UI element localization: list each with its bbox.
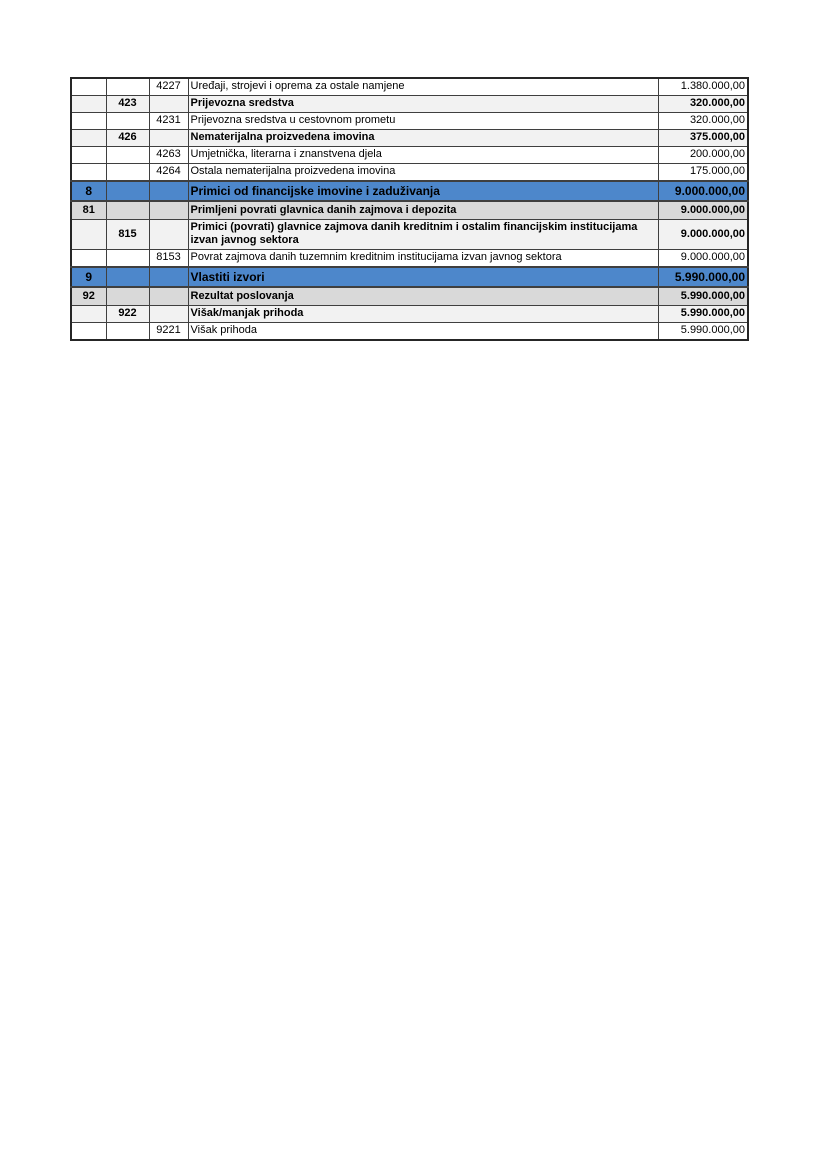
cell-amount: 5.990.000,00 <box>658 322 748 340</box>
cell-amount: 375.000,00 <box>658 130 748 147</box>
cell-amount: 320.000,00 <box>658 113 748 130</box>
cell-code-col2 <box>106 78 149 96</box>
cell-code-col3: 9221 <box>149 322 188 340</box>
cell-code-col3: 8153 <box>149 249 188 267</box>
table-row <box>71 287 748 306</box>
budget-table-container <box>70 77 749 341</box>
cell-code-col1 <box>71 78 106 96</box>
cell-code-col1 <box>71 113 106 130</box>
cell-code-col3: 4227 <box>149 78 188 96</box>
cell-code-col2 <box>106 181 149 201</box>
cell-code-col1 <box>71 96 106 113</box>
cell-code-col2 <box>106 147 149 164</box>
cell-code-col3 <box>149 220 188 250</box>
cell-code-col3 <box>149 201 188 220</box>
table-row <box>71 164 748 182</box>
cell-code-col1: 9 <box>71 267 106 287</box>
cell-code-col1 <box>71 164 106 182</box>
table-row <box>71 322 748 340</box>
cell-code-col2: 423 <box>106 96 149 113</box>
table-row <box>71 249 748 267</box>
cell-description: Višak/manjak prihoda <box>188 305 658 322</box>
cell-description: Ostala nematerijalna proizvedena imovina <box>188 164 658 182</box>
cell-description: Prijevozna sredstva <box>188 96 658 113</box>
table-row <box>71 147 748 164</box>
cell-code-col2 <box>106 201 149 220</box>
cell-code-col1 <box>71 305 106 322</box>
cell-code-col3 <box>149 96 188 113</box>
cell-amount: 5.990.000,00 <box>658 287 748 306</box>
cell-code-col1 <box>71 249 106 267</box>
table-row <box>71 78 748 96</box>
cell-code-col3 <box>149 181 188 201</box>
cell-code-col1: 8 <box>71 181 106 201</box>
cell-amount: 5.990.000,00 <box>658 305 748 322</box>
cell-amount: 320.000,00 <box>658 96 748 113</box>
cell-code-col1 <box>71 220 106 250</box>
table-row <box>71 181 748 201</box>
budget-table <box>70 77 749 341</box>
table-row <box>71 201 748 220</box>
cell-code-col3 <box>149 267 188 287</box>
cell-description: Prijevozna sredstva u cestovnom prometu <box>188 113 658 130</box>
cell-description: Primljeni povrati glavnica danih zajmova i depozita <box>188 201 658 220</box>
cell-description: Povrat zajmova danih tuzemnim kreditnim institucijama izvan javnog sektora <box>188 249 658 267</box>
cell-code-col3: 4264 <box>149 164 188 182</box>
cell-description: Višak prihoda <box>188 322 658 340</box>
cell-code-col1: 81 <box>71 201 106 220</box>
cell-code-col2: 426 <box>106 130 149 147</box>
cell-code-col2: 815 <box>106 220 149 250</box>
table-row <box>71 96 748 113</box>
cell-amount: 9.000.000,00 <box>658 249 748 267</box>
cell-code-col3 <box>149 287 188 306</box>
cell-description: Primici od financijske imovine i zaduživanja <box>188 181 658 201</box>
cell-code-col2 <box>106 267 149 287</box>
cell-code-col3 <box>149 130 188 147</box>
cell-code-col1 <box>71 130 106 147</box>
cell-code-col1 <box>71 322 106 340</box>
cell-amount: 9.000.000,00 <box>658 201 748 220</box>
cell-code-col1 <box>71 147 106 164</box>
cell-code-col2 <box>106 164 149 182</box>
cell-code-col3 <box>149 305 188 322</box>
cell-description: Nematerijalna proizvedena imovina <box>188 130 658 147</box>
cell-amount: 9.000.000,00 <box>658 181 748 201</box>
cell-code-col2 <box>106 322 149 340</box>
cell-amount: 200.000,00 <box>658 147 748 164</box>
table-row <box>71 305 748 322</box>
table-row <box>71 220 748 250</box>
cell-code-col2 <box>106 113 149 130</box>
cell-description: Rezultat poslovanja <box>188 287 658 306</box>
table-row <box>71 113 748 130</box>
cell-code-col2: 922 <box>106 305 149 322</box>
budget-table-body <box>71 78 748 340</box>
table-row <box>71 267 748 287</box>
table-row <box>71 130 748 147</box>
cell-code-col3: 4231 <box>149 113 188 130</box>
cell-description: Umjetnička, literarna i znanstvena djela <box>188 147 658 164</box>
cell-amount: 9.000.000,00 <box>658 220 748 250</box>
cell-code-col2 <box>106 249 149 267</box>
cell-description: Primici (povrati) glavnice zajmova danih kreditnim i ostalim financijskim institucijama izvan javnog sektora <box>188 220 658 250</box>
cell-code-col1: 92 <box>71 287 106 306</box>
cell-description: Vlastiti izvori <box>188 267 658 287</box>
cell-amount: 1.380.000,00 <box>658 78 748 96</box>
cell-code-col2 <box>106 287 149 306</box>
cell-code-col3: 4263 <box>149 147 188 164</box>
cell-amount: 175.000,00 <box>658 164 748 182</box>
cell-amount: 5.990.000,00 <box>658 267 748 287</box>
cell-description: Uređaji, strojevi i oprema za ostale namjene <box>188 78 658 96</box>
